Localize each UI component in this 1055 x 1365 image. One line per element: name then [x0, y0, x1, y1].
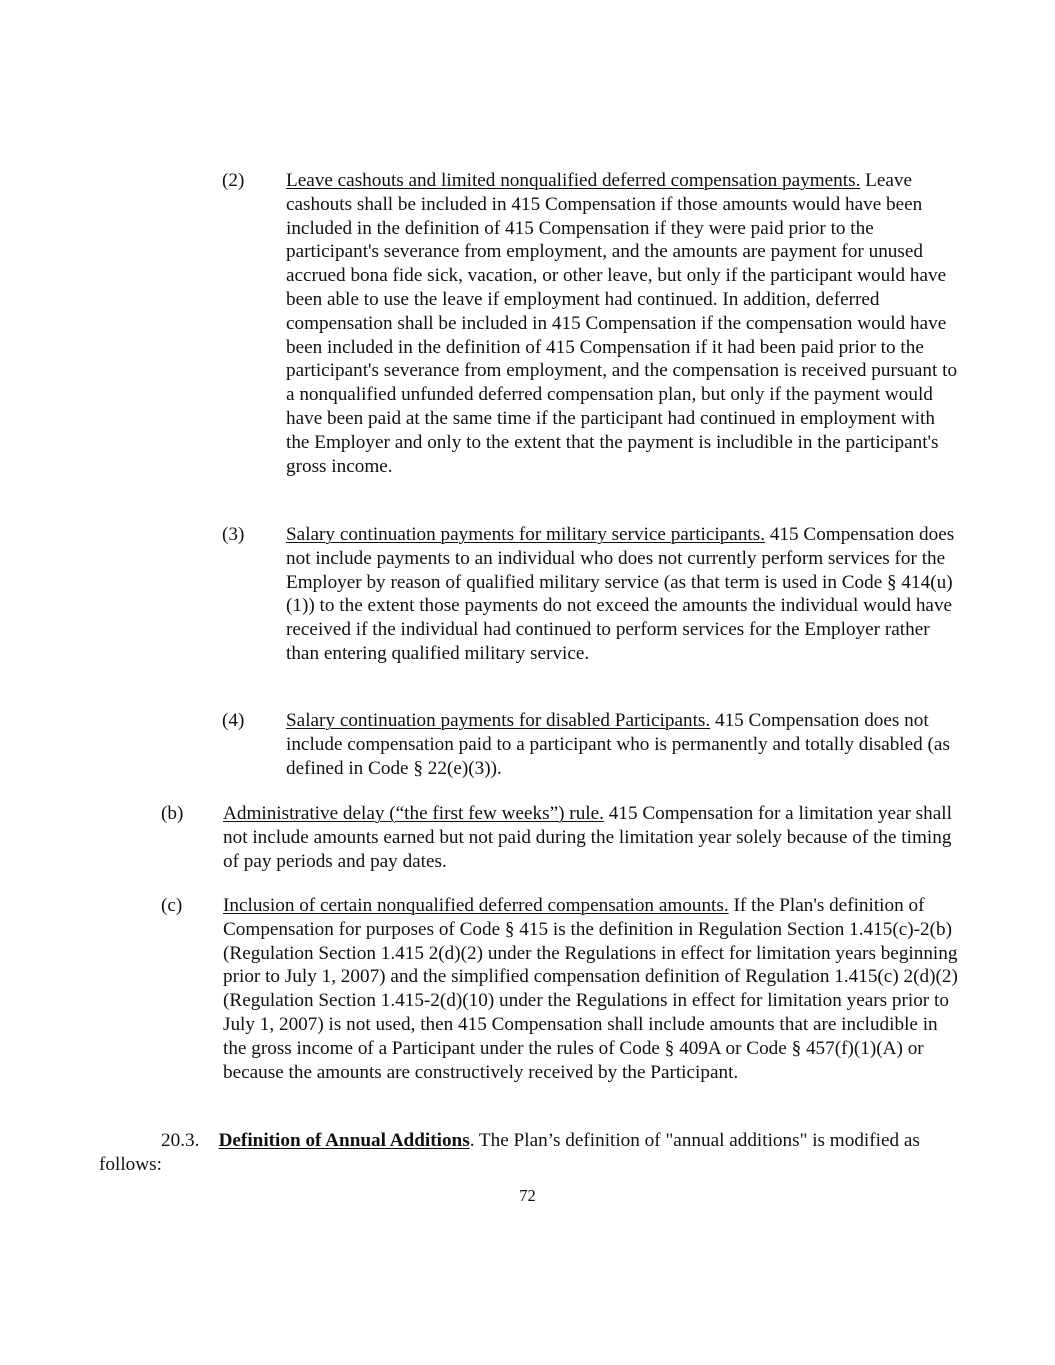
section-intro: . The Plan’s definition of "annual additions" is modified as follows:	[99, 1130, 920, 1175]
subsection-heading: Salary continuation payments for military service participants.	[286, 524, 766, 545]
subsection-text	[223, 802, 961, 873]
subsection-body: 415 Compensation does not include payments to an individual who does not currently perform services for the Employer by reason of qualified military service (as that term is used in Code § 414(u)(1)) to the extent those payments do not exceed the amounts the individual would have received if the individual had continued to perform services for the Employer rather than entering qualified military service.	[286, 524, 955, 664]
subsection-body: Leave cashouts shall be included in 415 Compensation if those amounts would have been included in the definition of 415 Compensation if they were paid prior to the participant's severance from employment, and the amounts are payment for unused accrued bona fide sick, vacation, or other leave, but only if the participant would have been able to use the leave if employment had continued. In addition, deferred compensation shall be included in 415 Compensation if the compensation would have been included in the definition of 415 Compensation if it had been paid prior to the participant's severance from employment, and the compensation is received pursuant to a nonqualified unfunded deferred compensation plan, but only if the payment would have been paid at the same time if the participant had continued in employment with the Employer and only to the extent that the payment is includible in the participant's gross income.	[286, 170, 958, 477]
subsection-body: 415 Compensation for a limitation year shall not include amounts earned but not paid during the limitation year solely because of the timing of pay periods and pay dates.	[223, 803, 952, 872]
subsection-number: (c)	[161, 895, 183, 916]
section-20-3	[99, 1129, 959, 1177]
subsection-heading: Salary continuation payments for disabled Participants.	[286, 710, 711, 731]
section-number: 20.3.	[161, 1130, 200, 1151]
subsection-number: (4)	[222, 710, 245, 731]
subsection-body: If the Plan's definition of Compensation for purposes of Code § 415 is the definition in Regulation Section 1.415(c)-2(b) (Regulation Section 1.415 2(d)(2) under the Regulations in effect for limitation years beginning prior to July 1, 2007) and the simplified compensation definition of Regulation 1.415(c) 2(d)(2) (Regulation Section 1.415-2(d)(10) under the Regulations in effect for limitation years prior to July 1, 2007) is not used, then 415 Compensation shall include amounts that are includible in the gross income of a Participant under the rules of Code § 409A or Code § 457(f)(1)(A) or because the amounts are constructively received by the Participant.	[223, 895, 958, 1083]
subsection-text	[223, 894, 961, 1084]
subsection-number: (b)	[161, 803, 184, 824]
subsection-body: 415 Compensation does not include compensation paid to a participant who is permanently and totally disabled (as defined in Code § 22(e)(3)).	[286, 710, 950, 779]
subsection-text	[286, 523, 962, 666]
subsection-text	[286, 169, 962, 478]
subsection-heading: Administrative delay (“the first few weeks”) rule.	[223, 803, 604, 824]
subsection-heading: Inclusion of certain nonqualified deferred compensation amounts.	[223, 895, 729, 916]
page-number: 72	[519, 1186, 536, 1205]
subsection-number: (2)	[222, 170, 245, 191]
subsection-heading: Leave cashouts and limited nonqualified deferred compensation payments.	[286, 170, 861, 191]
subsection-number: (3)	[222, 524, 245, 545]
section-heading: Definition of Annual Additions	[218, 1130, 470, 1151]
subsection-text	[286, 709, 962, 780]
